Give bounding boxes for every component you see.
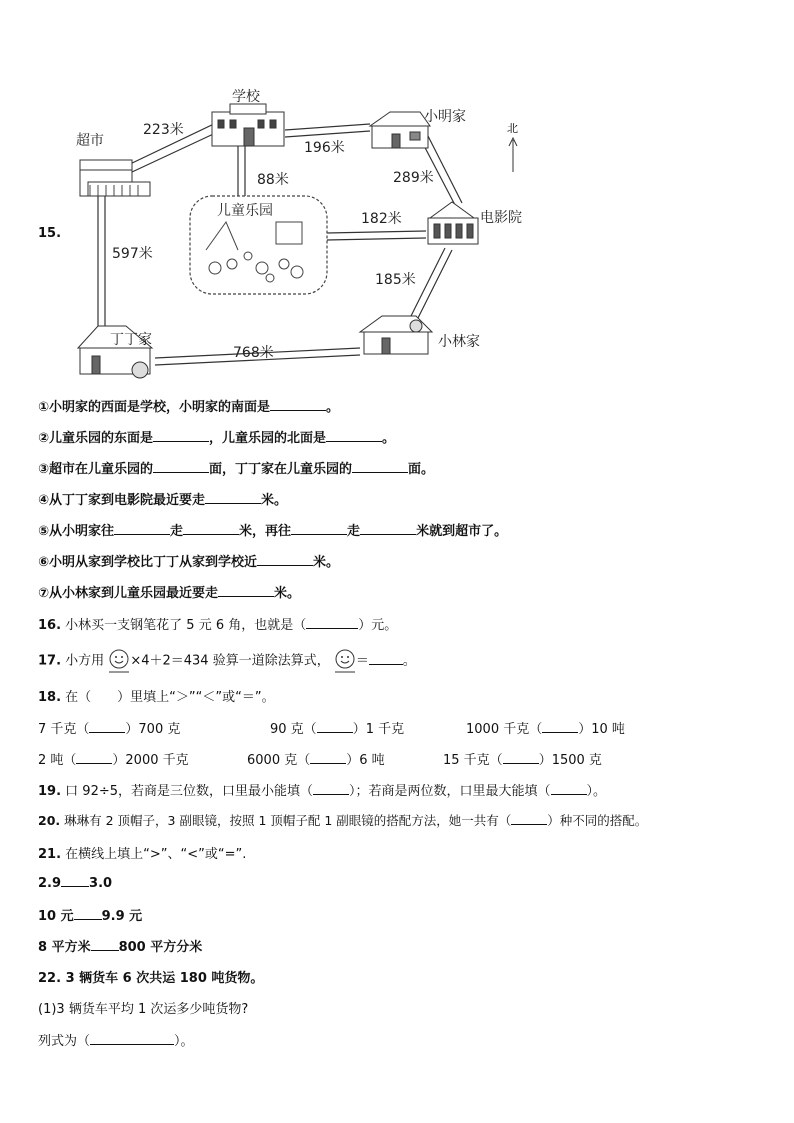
cinema-building-icon	[428, 202, 478, 244]
question-20: 20. 琳琳有 2 顶帽子，3 副眼镜，按照 1 顶帽子配 1 副眼镜的搭配方法，她一共有（ ）种不同的搭配。	[38, 813, 648, 828]
answer-blank[interactable]	[74, 907, 102, 920]
answer-blank[interactable]	[91, 938, 119, 951]
distance-school-xiaoming: 196米	[304, 140, 345, 156]
answer-blank[interactable]	[352, 460, 408, 473]
q15-item-5: ⑤从小明家往 走 米，再往 走 米就到超市了。	[38, 524, 508, 539]
answer-blank[interactable]	[257, 553, 313, 566]
answer-blank[interactable]	[313, 782, 349, 795]
map-label-cinema: 电影院	[480, 210, 522, 226]
question-18: 18. 在（ ）里填上“＞”“＜”或“＝”。	[38, 690, 275, 705]
question-16: 16. 小林买一支钢笔花了 5 元 6 角，也就是（ ）元。	[38, 618, 398, 633]
map-label-park: 儿童乐园	[217, 203, 273, 219]
q21-row3: 8 平方米 800 平方分米	[38, 940, 203, 955]
q15-item-1: ①小明家的西面是学校，小明家的南面是 。	[38, 400, 340, 415]
answer-blank[interactable]	[153, 460, 209, 473]
supermarket-building-icon	[80, 160, 150, 196]
answer-blank[interactable]	[542, 720, 578, 733]
question-17: 17. 小方用 ×4＋2＝434 验算一道除法算式， ＝ 。	[38, 648, 416, 674]
q18-row1-item3: 1000 千克（ ）10 吨	[466, 722, 625, 737]
distance-dingding-xiaolin: 768米	[233, 345, 274, 361]
map-label-supermarket: 超市	[76, 133, 104, 149]
answer-blank[interactable]	[306, 616, 358, 629]
answer-blank[interactable]	[369, 652, 403, 665]
distance-supermarket-school: 223米	[143, 122, 184, 138]
question-22: 22. 3 辆货车 6 次共运 180 吨货物。	[38, 971, 264, 986]
answer-blank[interactable]	[551, 782, 587, 795]
answer-blank[interactable]	[310, 751, 346, 764]
question-19: 19. 口 92÷5，若商是三位数，口里最小能填（ ）；若商是两位数，口里最大能填（ ）。	[38, 784, 607, 799]
q15-item-4: ④从丁丁家到电影院最近要走 米。	[38, 493, 288, 508]
map-label-xiaoming: 小明家	[424, 109, 466, 125]
answer-blank[interactable]	[511, 812, 547, 825]
answer-blank[interactable]	[317, 720, 353, 733]
map-label-dingding: 丁丁家	[110, 332, 152, 348]
q15-item-6: ⑥小明从家到学校比丁丁从家到学校近 米。	[38, 555, 340, 570]
answer-blank[interactable]	[205, 491, 261, 504]
q21-row1: 2.9 3.0	[38, 876, 113, 891]
answer-blank[interactable]	[503, 751, 539, 764]
xiaoming-house-icon	[370, 112, 430, 148]
q18-row2-item2: 6000 克（ ）6 吨	[247, 753, 385, 768]
answer-blank[interactable]	[76, 751, 112, 764]
question-22-sub1: (1)3 辆货车平均 1 次运多少吨货物?	[38, 1002, 249, 1017]
answer-blank[interactable]	[183, 522, 239, 535]
answer-blank[interactable]	[89, 720, 125, 733]
question-21: 21. 在横线上填上“>”、“<”或“=”.	[38, 847, 247, 862]
answer-blank[interactable]	[153, 429, 209, 442]
map-label-north: 北	[507, 122, 518, 135]
school-building-icon	[212, 104, 284, 146]
q21-row2: 10 元 9.9 元	[38, 909, 143, 924]
q18-row1-item2: 90 克（ ）1 千克	[270, 722, 405, 737]
answer-blank[interactable]	[270, 398, 326, 411]
answer-blank[interactable]	[360, 522, 416, 535]
map-label-school: 学校	[232, 89, 260, 105]
answer-blank[interactable]	[326, 429, 382, 442]
xiaolin-house-icon	[360, 316, 432, 354]
question-22-formula: 列式为（ ）。	[38, 1034, 194, 1049]
smiley-icon	[108, 648, 130, 674]
answer-blank[interactable]	[291, 522, 347, 535]
q18-row1-item1: 7 千克（ ）700 克	[38, 722, 181, 737]
answer-blank[interactable]	[218, 584, 274, 597]
distance-park-cinema: 182米	[361, 211, 402, 227]
distance-cinema-xiaolin: 185米	[375, 272, 416, 288]
distance-supermarket-dingding: 597米	[112, 246, 153, 262]
map-label-xiaolin: 小林家	[438, 334, 480, 350]
q15-item-3: ③超市在儿童乐园的 面，丁丁家在儿童乐园的 面。	[38, 462, 435, 477]
q15-item-2: ②儿童乐园的东面是 ，儿童乐园的北面是 。	[38, 431, 396, 446]
answer-blank[interactable]	[61, 874, 89, 887]
answer-blank[interactable]	[114, 522, 170, 535]
q18-row2-item1: 2 吨（ ）2000 千克	[38, 753, 189, 768]
question-15-number: 15.	[38, 226, 62, 241]
smiley-icon	[334, 648, 356, 674]
distance-school-park: 88米	[257, 172, 289, 188]
map-figure	[0, 0, 560, 390]
q15-item-7: ⑦从小林家到儿童乐园最近要走 米。	[38, 586, 301, 601]
distance-xiaoming-cinema: 289米	[393, 170, 434, 186]
answer-blank[interactable]	[90, 1032, 174, 1045]
q18-row2-item3: 15 千克（ ）1500 克	[443, 753, 602, 768]
north-arrow-icon	[509, 138, 517, 172]
